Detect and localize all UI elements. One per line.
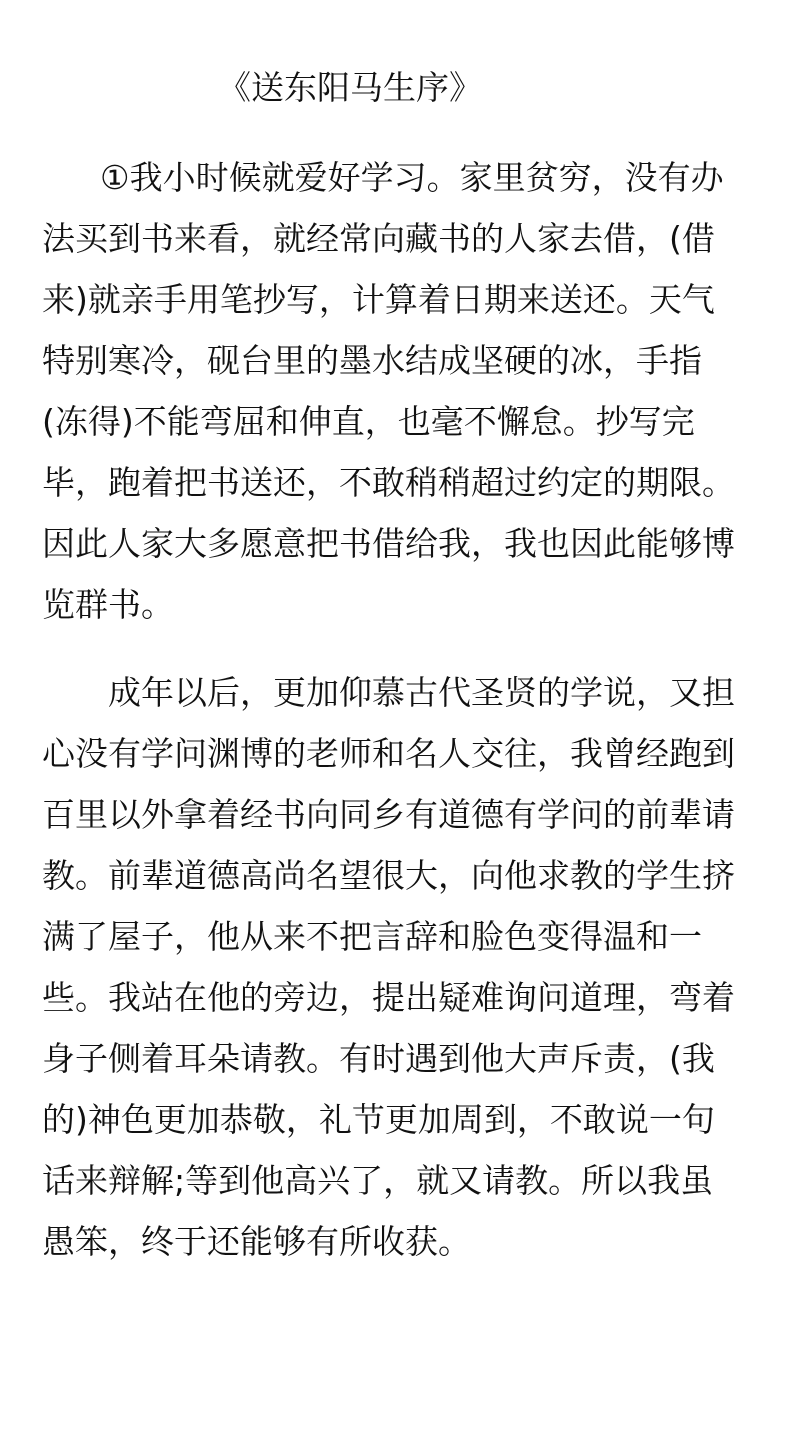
paragraph-2 — [42, 662, 735, 1272]
paragraph-line: 来)就亲手用笔抄写，计算着日期来送还。天气 — [42, 280, 715, 319]
paragraph-line: 特别寒冷，砚台里的墨水结成坚硬的冰，手指 — [42, 341, 702, 380]
paragraph-line: 教。前辈道德高尚名望很大，向他求教的学生挤 — [42, 856, 735, 895]
paragraph-line: 愚笨，终于还能够有所收获。 — [42, 1222, 471, 1261]
paragraph-line: 览群书。 — [42, 585, 174, 624]
paragraph-line: 法买到书来看，就经常向藏书的人家去借，(借 — [42, 219, 715, 258]
paragraph-line: 因此人家大多愿意把书借给我，我也因此能够博 — [42, 524, 735, 563]
paragraph-line: 百里以外拿着经书向同乡有道德有学问的前辈请 — [42, 795, 735, 834]
paragraph-line: ①我小时候就爱好学习。家里贫穷，没有办 — [100, 158, 724, 197]
document-title: 《送东阳马生序》 — [218, 68, 482, 107]
paragraph-line: 成年以后，更加仰慕古代圣贤的学说，又担 — [108, 673, 735, 712]
paragraph-line: 身子侧着耳朵请教。有时遇到他大声斥责，(我 — [42, 1039, 715, 1078]
paragraph-line: 些。我站在他的旁边，提出疑难询问道理，弯着 — [42, 978, 735, 1017]
paragraph-line: 话来辩解;等到他高兴了，就又请教。所以我虽 — [42, 1161, 714, 1200]
paragraph-line: 满了屋子，他从来不把言辞和脸色变得温和一 — [42, 917, 702, 956]
paragraph-line: 毕，跑着把书送还，不敢稍稍超过约定的期限。 — [42, 463, 735, 502]
paragraph-line: 的)神色更加恭敬，礼节更加周到，不敢说一句 — [42, 1100, 715, 1139]
paragraph-line: (冻得)不能弯屈和伸直，也毫不懈怠。抄写完 — [42, 402, 695, 441]
paragraph-line: 心没有学问渊博的老师和名人交往，我曾经跑到 — [42, 734, 735, 773]
paragraph-1 — [42, 147, 735, 635]
